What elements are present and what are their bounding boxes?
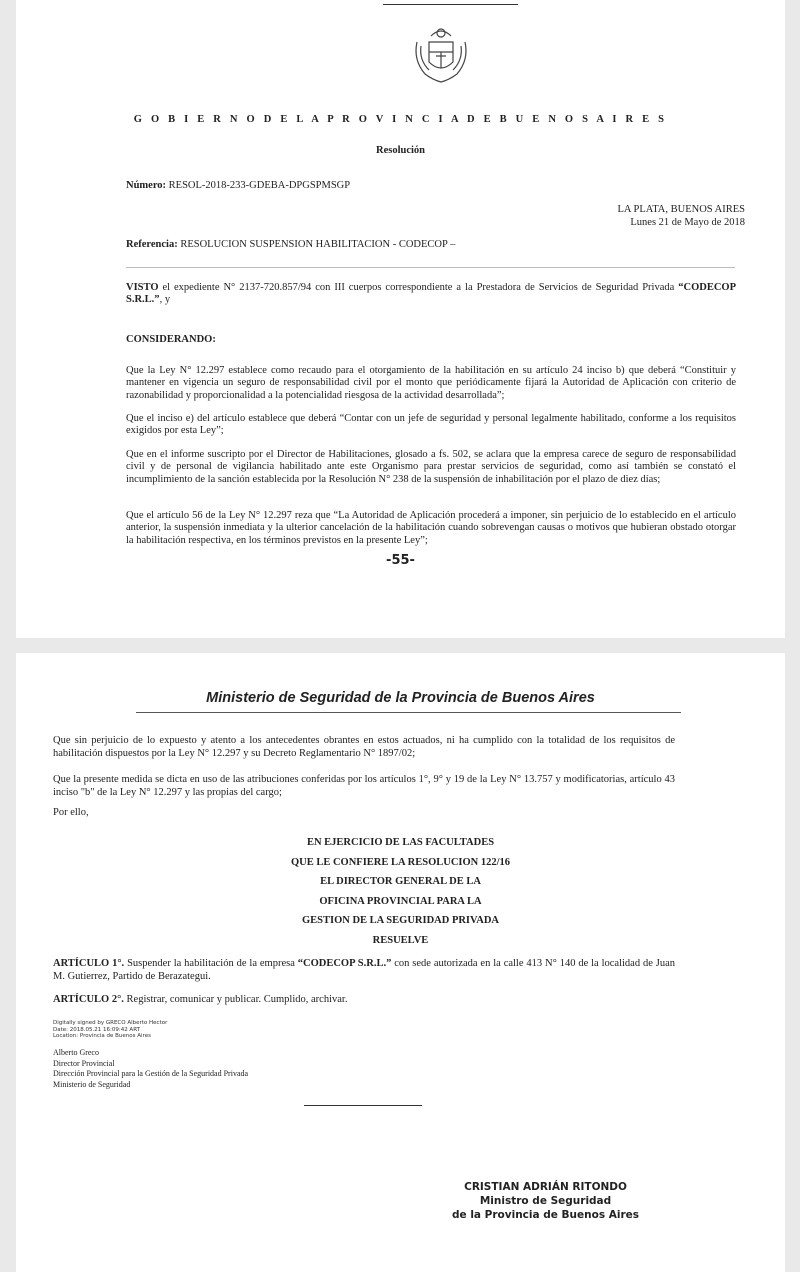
article-1-company: “CODECOP S.R.L.” (297, 958, 392, 969)
considerando-heading (126, 334, 736, 346)
considerando-paragraph-3: Que en el informe suscripto por el Director de Habilitaciones, glosado a fs. 502, se aclara que la empresa carece de seguro de responsabilidad civil y de personal de vigilancia habilitado ante este Organismo para prestar servicios de seguridad, como así también se constató el incumplimiento de la sanción establecida por la Resolución N° 238 de la suspensión de inhabilitación por el plazo de diez días; (126, 449, 736, 485)
signer-title: Director Provincial (53, 1058, 115, 1068)
visto-paragraph (126, 282, 736, 307)
date: Lunes 21 de Mayo de 2018 (630, 217, 745, 228)
provincial-seal-icon (411, 24, 471, 86)
page-number: -55- (386, 553, 415, 568)
signature-line: Digitally signed by GRECO Alberto Hector (53, 1020, 168, 1026)
signer-name: Alberto Greco (53, 1048, 99, 1057)
considerando-paragraph-1: Que la Ley N° 12.297 establece como recaudo para el otorgamiento de la habilitación en su artículo 24 inciso b) que deberá “Constituir y mantener en vigencia un seguro de responsabilidad civil por el monto que periódicamente fijará la Autoridad de Aplicación con criterio de razonabilidad y proporcionalidad a la potencialidad riesgosa de la actividad desarrollada”; (126, 365, 736, 401)
article-2-text: Registrar, comunicar y publicar. Cumplido, archivar. (123, 994, 348, 1005)
signature-divider (304, 1105, 422, 1106)
article-2 (53, 993, 675, 1006)
ministry-heading: Ministerio de Seguridad de la Provincia de Buenos Aires (206, 690, 595, 706)
document-page-1 (16, 0, 785, 638)
article-1 (53, 957, 675, 983)
resuelve: RESUELVE (372, 934, 429, 946)
paragraph-1: Que sin perjuicio de lo expuesto y atento a los antecedentes obrantes en estos actuados, ni ha cumplido con la totalidad de los requisitos de habilitación dispuestos por la Ley N° 12.297 y su Decreto Reglamentario N° 1897/02; (53, 735, 675, 759)
article-2-label: ARTÍCULO 2°. (53, 994, 124, 1005)
minister-province: de la Provincia de Buenos Aires (452, 1209, 639, 1221)
place: LA PLATA, BUENOS AIRES (617, 204, 745, 215)
resolution-preamble (16, 833, 785, 950)
ministry-divider (136, 712, 681, 713)
resolution-number (126, 180, 350, 191)
por-ello: Por ello, (53, 807, 89, 818)
place-date (617, 203, 745, 229)
preamble-line: OFICINA PROVINCIAL PARA LA (319, 895, 482, 907)
considerando-paragraph-4: Que el artículo 56 de la Ley N° 12.297 reza que “La Autoridad de Aplicación procederá a imponer, sin perjuicio de lo establecido en el artículo anterior, la suspensión inmediata y la ulterior cancelación de la habilitación cuando sobrevengan causas o motivos que hubieran obstado otorgar la habilitación respectiva, en los términos previstos en la presente Ley”; (126, 510, 736, 546)
visto-text: el expediente N° 2137-720.857/94 con III cuerpos correspondiente a la Prestadora de Servicios de Seguridad Privada (162, 282, 675, 293)
signature-line: Location: Provincia de Buenos Aires (53, 1033, 151, 1039)
reference-divider (126, 267, 735, 268)
numero-label: Número: (126, 180, 167, 191)
preamble-line: EN EJERCICIO DE LAS FACULTADES (306, 837, 495, 848)
preamble-line: EL DIRECTOR GENERAL DE LA (320, 876, 481, 887)
article-1-text-b: con sede autorizada en la calle 413 N° 140 de la localidad de Juan M. Gutierrez, Partido de Berazategui. (53, 958, 675, 982)
preamble-line: QUE LE CONFIERE LA RESOLUCION 122/16 (290, 856, 511, 868)
referencia-value: RESOLUCION SUSPENSION HABILITACION - CODECOP – (180, 239, 456, 250)
article-1-text-a: Suspender la habilitación de la empresa (124, 958, 298, 969)
reference (126, 239, 455, 250)
signer-ministry: Ministerio de Seguridad (53, 1079, 131, 1089)
numero-value: RESOL-2018-233-GDEBA-DPGSPMSGP (168, 180, 351, 191)
visto-label: VISTO (126, 282, 159, 293)
minister-block (452, 1180, 639, 1222)
minister-name: CRISTIAN ADRIÁN RITONDO (464, 1181, 627, 1193)
digital-signature-stamp (53, 1020, 167, 1040)
considerando-label: CONSIDERANDO: (126, 334, 216, 345)
article-1-label: ARTÍCULO 1°. (53, 958, 125, 969)
document-type: Resolución (375, 145, 425, 156)
signer-block (53, 1048, 248, 1090)
considerando-paragraph-2: Que el inciso e) del artículo establece que deberá “Contar con un jefe de seguridad y personal legalmente habilitado, conforme a los requisitos exigidos por esta Ley”; (126, 413, 736, 437)
top-divider (383, 4, 518, 5)
signature-line: Date: 2018.05.21 16:09:42 ART (53, 1026, 140, 1033)
visto-end: , y (159, 294, 171, 306)
document-page-2 (16, 653, 785, 1272)
paragraph-2: Que la presente medida se dicta en uso de las atribuciones conferidas por los artículos 1°, 9° y 19 de la Ley N° 13.757 y modificatorias, artículo 43 inciso "b" de la Ley N° 12.297 y las propias del cargo; (53, 774, 675, 798)
visto-company: “CODECOP S.R.L.” (126, 282, 736, 306)
referencia-label: Referencia: (126, 239, 178, 250)
government-heading: G O B I E R N O D E L A P R O V I N C I A D E B U E N O S A I R E S (133, 114, 668, 125)
preamble-line: GESTION DE LA SEGURIDAD PRIVADA (301, 915, 499, 926)
signer-office: Dirección Provincial para la Gestión de la Seguridad Privada (53, 1069, 249, 1078)
minister-title: Ministro de Seguridad (479, 1195, 612, 1207)
